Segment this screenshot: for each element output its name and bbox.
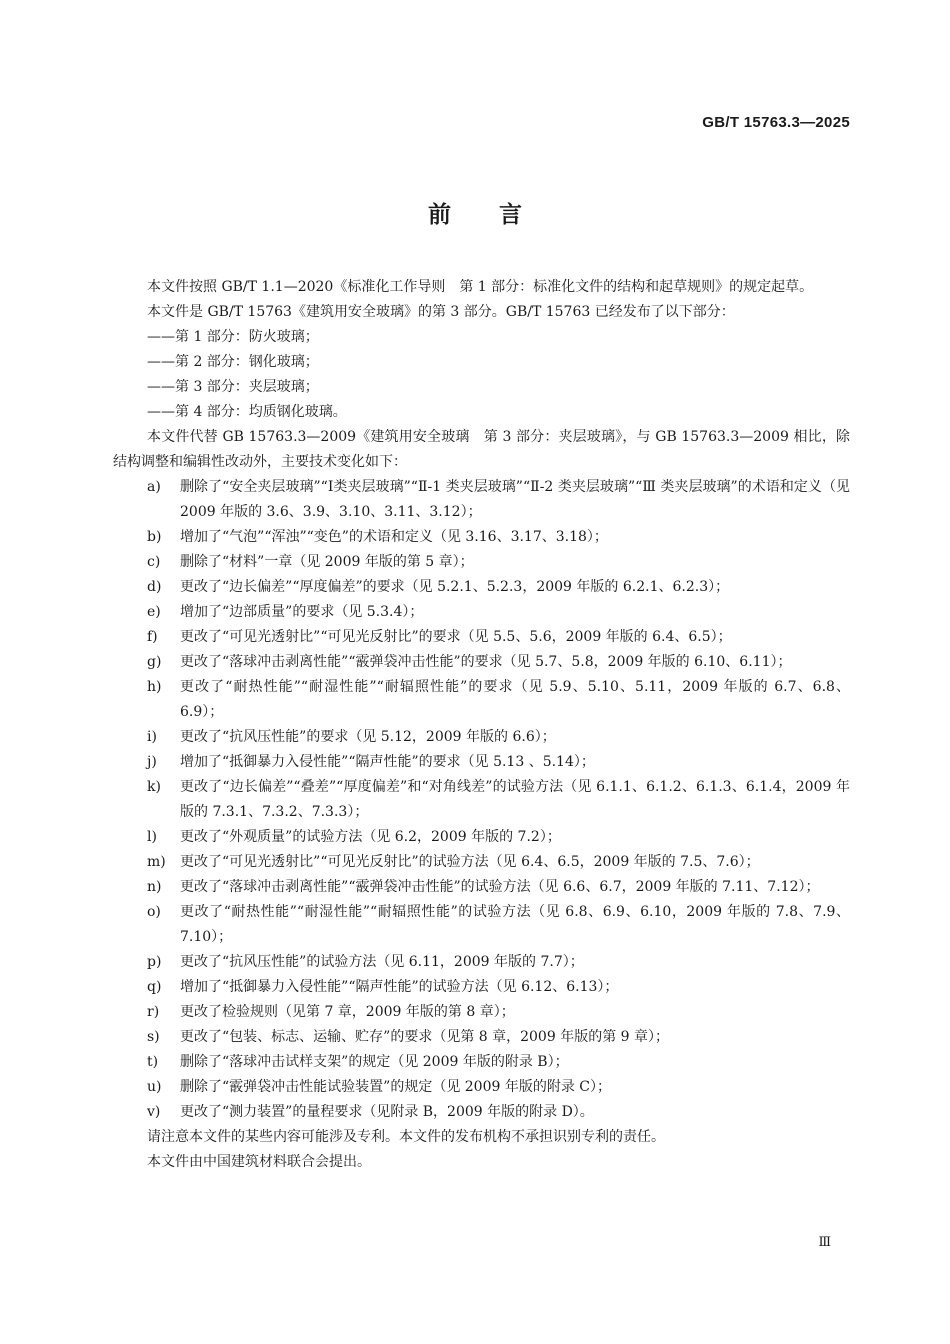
- change-item: [113, 600, 850, 625]
- change-item: [113, 675, 850, 725]
- change-item-marker: i): [147, 729, 157, 745]
- foreword-body: [113, 275, 850, 1175]
- change-item-marker: d): [147, 579, 162, 595]
- change-item: [113, 725, 850, 750]
- change-item: [113, 625, 850, 650]
- change-item: [113, 950, 850, 975]
- standard-code-header: GB/T 15763.3—2025: [702, 114, 850, 131]
- change-item-marker: j): [147, 754, 157, 770]
- change-item-text: 删除了“安全夹层玻璃”“Ⅰ类夹层玻璃”“Ⅱ-1 类夹层玻璃”“Ⅱ-2 类夹层玻璃”“Ⅲ 类夹层玻璃”的术语和定义（见 2009 年版的 3.6、3.9、3.10、3.11、3.12）；: [180, 479, 850, 520]
- change-item-marker: f): [147, 629, 158, 645]
- part-list-item: ——第 4 部分：均质钢化玻璃。: [147, 404, 347, 420]
- change-item-text: 更改了“可见光透射比”“可见光反射比”的试验方法（见 6.4、6.5，2009 年版的 7.5、7.6）；: [180, 854, 760, 870]
- change-item-marker: g): [147, 654, 162, 670]
- change-item: [113, 850, 850, 875]
- change-item-text: 更改了“落球冲击剥离性能”“霰弹袋冲击性能”的要求（见 5.7、5.8，2009 年版的 6.10、6.11）；: [180, 654, 792, 670]
- change-item-marker: a): [147, 479, 161, 495]
- page-number: Ⅲ: [818, 1235, 831, 1250]
- change-item-text: 更改了“抗风压性能”的试验方法（见 6.11，2009 年版的 7.7）；: [180, 954, 584, 970]
- paragraph-replacement: 本文件代替 GB 15763.3—2009《建筑用安全玻璃 第 3 部分：夹层玻璃》，与 GB 15763.3—2009 相比，除结构调整和编辑性改动外，主要技术变化如下：: [113, 429, 850, 470]
- change-item-text: 更改了“外观质量”的试验方法（见 6.2，2009 年版的 7.2）；: [180, 829, 561, 845]
- change-item: [113, 475, 850, 525]
- change-item-text: 删除了“材料”一章（见 2009 年版的第 5 章）；: [180, 554, 474, 570]
- change-item: [113, 975, 850, 1000]
- change-item: [113, 775, 850, 825]
- change-item-text: 更改了“边长偏差”“叠差”“厚度偏差”和“对角线差”的试验方法（见 6.1.1、6.1.2、6.1.3、6.1.4，2009 年版的 7.3.1、7.3.2、7.3.3）；: [180, 779, 850, 820]
- part-list-item: ——第 3 部分：夹层玻璃；: [147, 379, 319, 395]
- change-item: [113, 875, 850, 900]
- change-item: [113, 650, 850, 675]
- change-item-text: 增加了“抵御暴力入侵性能”“隔声性能”的试验方法（见 6.12、6.13）；: [180, 979, 619, 995]
- paragraph-series-intro: 本文件是 GB/T 15763《建筑用安全玻璃》的第 3 部分。GB/T 15763 已经发布了以下部分：: [147, 304, 735, 320]
- change-item-marker: r): [147, 1004, 160, 1020]
- change-item: [113, 575, 850, 600]
- change-item-text: 增加了“抵御暴力入侵性能”“隔声性能”的要求（见 5.13 、5.14）；: [180, 754, 595, 770]
- change-item: [113, 1000, 850, 1025]
- change-item-text: 更改了“耐热性能”“耐湿性能”“耐辐照性能”的要求（见 5.9、5.10、5.11，2009 年版的 6.7、6.8、6.9）；: [180, 679, 850, 720]
- change-item-text: 更改了“耐热性能”“耐湿性能”“耐辐照性能”的试验方法（见 6.8、6.9、6.10，2009 年版的 7.8、7.9、7.10）；: [180, 904, 850, 945]
- change-item-text: 更改了“包装、标志、运输、贮存”的要求（见第 8 章，2009 年版的第 9 章）；: [180, 1029, 670, 1045]
- change-item-marker: m): [147, 854, 166, 870]
- change-item-marker: e): [147, 604, 161, 620]
- part-list-item: ——第 1 部分：防火玻璃；: [147, 329, 319, 345]
- change-item: [113, 1075, 850, 1100]
- page-title: 前言: [428, 202, 570, 228]
- change-item-text: 更改了“可见光透射比”“可见光反射比”的要求（见 5.5、5.6，2009 年版的 6.4、6.5）；: [180, 629, 732, 645]
- change-item: [113, 1100, 850, 1125]
- change-item-marker: q): [147, 979, 162, 995]
- change-item: [113, 750, 850, 775]
- change-item-marker: p): [147, 954, 162, 970]
- change-item-text: 更改了“边长偏差”“厚度偏差”的要求（见 5.2.1、5.2.3，2009 年版的 6.2.1、6.2.3）；: [180, 579, 730, 595]
- change-item-text: 更改了“测力装置”的量程要求（见附录 B，2009 年版的附录 D）。: [180, 1104, 594, 1120]
- change-item: [113, 550, 850, 575]
- change-item: [113, 1025, 850, 1050]
- change-item-text: 增加了“边部质量”的要求（见 5.3.4）；: [180, 604, 424, 620]
- change-item-text: 删除了“落球冲击试样支架”的规定（见 2009 年版的附录 B）；: [180, 1054, 569, 1070]
- change-item-marker: l): [147, 829, 157, 845]
- change-item-marker: b): [147, 529, 162, 545]
- change-item-text: 更改了“抗风压性能”的要求（见 5.12，2009 年版的 6.6）；: [180, 729, 556, 745]
- change-item-marker: k): [147, 779, 161, 795]
- paragraph-drafting-basis: 本文件按照 GB/T 1.1—2020《标准化工作导则 第 1 部分：标准化文件的结构和起草规则》的规定起草。: [147, 279, 814, 295]
- change-item-marker: c): [147, 554, 161, 570]
- change-item: [113, 1050, 850, 1075]
- change-item-marker: o): [147, 904, 161, 920]
- paragraph-proposer: 本文件由中国建筑材料联合会提出。: [147, 1154, 371, 1170]
- change-item-text: 增加了“气泡”“浑浊”“变色”的术语和定义（见 3.16、3.17、3.18）；: [180, 529, 608, 545]
- change-item-marker: t): [147, 1054, 159, 1070]
- technical-changes-list: [113, 475, 850, 1125]
- change-item: [113, 900, 850, 950]
- change-item-marker: h): [147, 679, 162, 695]
- change-item-marker: n): [147, 879, 162, 895]
- change-item-text: 删除了“霰弹袋冲击性能试验装置”的规定（见 2009 年版的附录 C）；: [180, 1079, 612, 1095]
- part-list-item: ——第 2 部分：钢化玻璃；: [147, 354, 319, 370]
- change-item: [113, 525, 850, 550]
- change-item-marker: s): [147, 1029, 160, 1045]
- change-item-marker: u): [147, 1079, 162, 1095]
- change-item-marker: v): [147, 1104, 161, 1120]
- paragraph-patent-notice: 请注意本文件的某些内容可能涉及专利。本文件的发布机构不承担识别专利的责任。: [147, 1129, 665, 1145]
- change-item: [113, 825, 850, 850]
- change-item-text: 更改了检验规则（见第 7 章，2009 年版的第 8 章）；: [180, 1004, 515, 1020]
- change-item-text: 更改了“落球冲击剥离性能”“霰弹袋冲击性能”的试验方法（见 6.6、6.7，2009 年版的 7.11、7.12）；: [180, 879, 820, 895]
